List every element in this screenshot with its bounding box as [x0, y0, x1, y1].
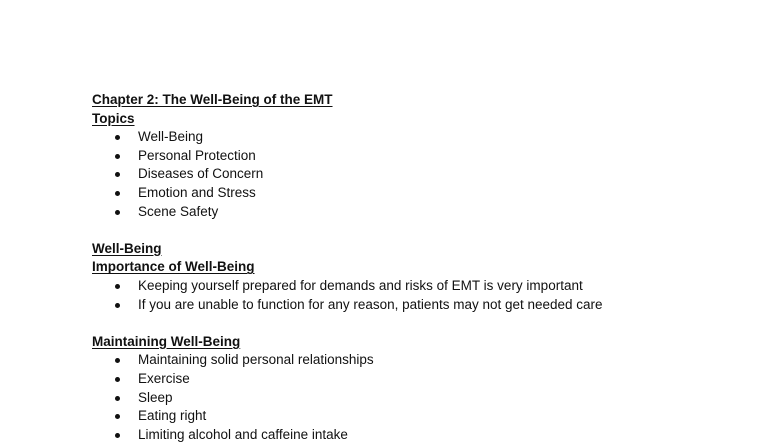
- list-item-text: Limiting alcohol and caffeine intake: [138, 426, 348, 442]
- chapter-title: Chapter 2: The Well-Being of the EMT: [92, 92, 333, 107]
- list-item: [92, 389, 752, 408]
- list-item: [92, 407, 752, 426]
- paragraph-spacer: [92, 221, 752, 240]
- list-item-text: Personal Protection: [138, 147, 256, 163]
- list-item: [92, 184, 752, 203]
- document-page: [92, 91, 752, 444]
- bullet-icon: [115, 210, 120, 215]
- list-item: [92, 351, 752, 370]
- list-item: [92, 147, 752, 166]
- list-item: [92, 296, 752, 315]
- list-item-text: Well-Being: [138, 129, 204, 145]
- list-item-text: If you are unable to function for any reason, patients may not get needed care: [138, 296, 603, 312]
- bullet-icon: [115, 377, 120, 382]
- list-item-text: Diseases of Concern: [138, 166, 264, 182]
- list-item-text: Maintaining solid personal relationships: [138, 352, 374, 368]
- bullet-icon: [115, 396, 120, 401]
- bullet-icon: [115, 154, 120, 159]
- list-item: [92, 128, 752, 147]
- section-heading-well-being: Well-Being: [92, 240, 162, 256]
- list-item-text: Keeping yourself prepared for demands and risks of EMT is very important: [138, 277, 583, 293]
- list-item: [92, 426, 752, 444]
- bullet-icon: [115, 172, 120, 177]
- subsection-heading-maintaining: Maintaining Well-Being: [92, 333, 241, 349]
- list-item-text: Eating right: [138, 408, 207, 424]
- list-item-text: Emotion and Stress: [138, 184, 256, 200]
- list-item: [92, 203, 752, 222]
- subsection-heading-importance: Importance of Well-Being: [92, 259, 255, 275]
- bullet-icon: [115, 303, 120, 308]
- list-item: [92, 370, 752, 389]
- list-item: [92, 277, 752, 296]
- bullet-icon: [115, 414, 120, 419]
- list-item: [92, 165, 752, 184]
- bullet-icon: [115, 284, 120, 289]
- bullet-icon: [115, 358, 120, 363]
- list-item-text: Scene Safety: [138, 203, 219, 219]
- topics-heading: Topics: [92, 110, 135, 126]
- bullet-icon: [115, 433, 120, 438]
- list-item-text: Sleep: [138, 389, 173, 405]
- bullet-icon: [115, 135, 120, 140]
- bullet-icon: [115, 191, 120, 196]
- list-item-text: Exercise: [138, 370, 190, 386]
- paragraph-spacer: [92, 314, 752, 333]
